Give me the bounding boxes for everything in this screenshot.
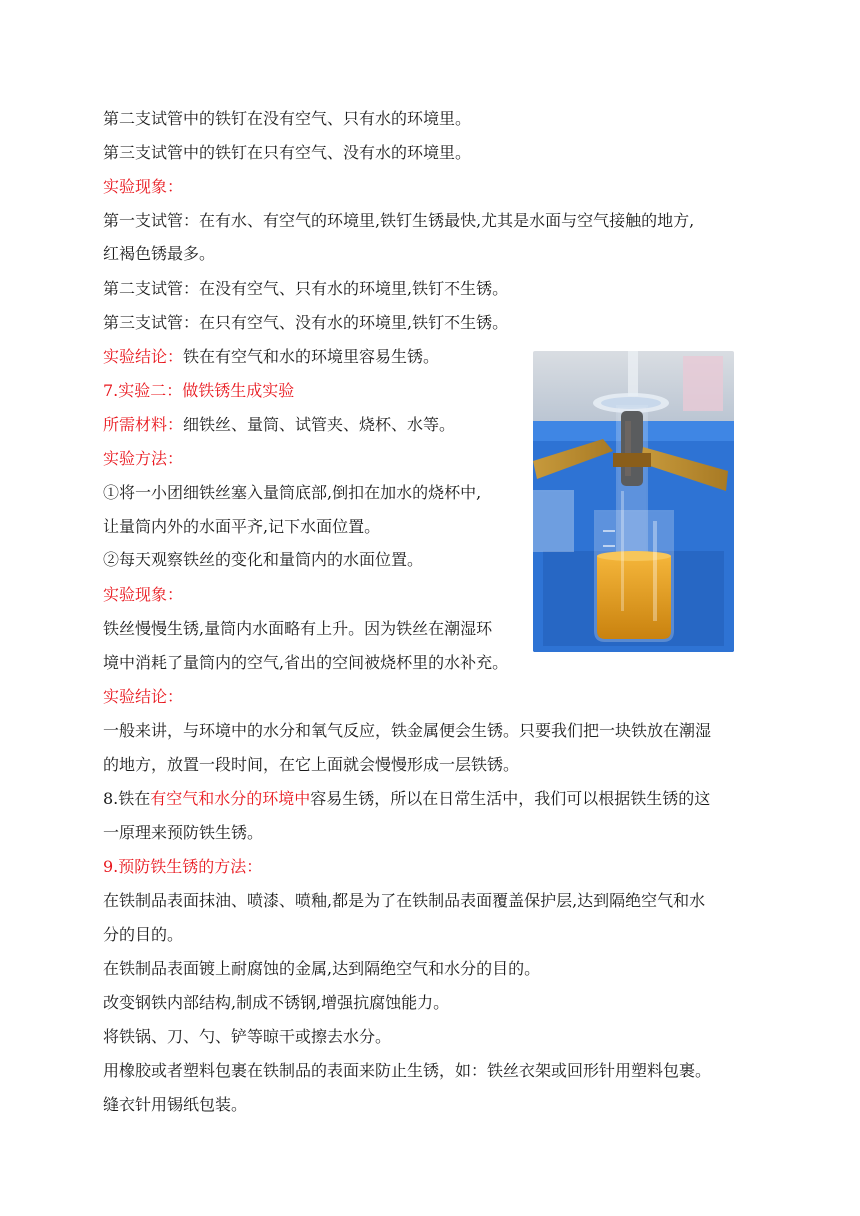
text-line: 境中消耗了量筒内的空气,省出的空间被烧杯里的水补充。	[103, 653, 509, 672]
text-line: 第二支试管中的铁钉在没有空气、只有水的环境里。	[103, 109, 472, 128]
text-line: 在铁制品表面镀上耐腐蚀的金属,达到隔绝空气和水分的目的。	[103, 959, 541, 978]
conclusion-line	[103, 346, 439, 368]
conclusion-label: 实验结论：	[103, 347, 184, 366]
text-line: 第三支试管中的铁钉在只有空气、没有水的环境里。	[103, 143, 472, 162]
text-line: 的地方，放置一段时间，在它上面就会慢慢形成一层铁锈。	[103, 755, 520, 774]
heading-phenomenon: 实验现象：	[103, 177, 184, 196]
text-line: 分的目的。	[103, 925, 184, 944]
section-8-line	[103, 788, 710, 810]
text-line: 第三支试管：在只有空气、没有水的环境里,铁钉不生锈。	[103, 313, 509, 332]
section-9-heading: 9.预防铁生锈的方法：	[103, 857, 263, 876]
text-line: 铁丝慢慢生锈,量筒内水面略有上升。因为铁丝在潮湿环	[103, 619, 493, 638]
text-line: 一般来讲，与环境中的水分和氧气反应，铁金属便会生锈。只要我们把一块铁放在潮湿	[103, 721, 712, 740]
materials-label: 所需材料：	[103, 415, 184, 434]
text-line: ②每天观察铁丝的变化和量筒内的水面位置。	[103, 550, 424, 569]
text-line: 改变钢铁内部结构,制成不锈钢,增强抗腐蚀能力。	[103, 993, 450, 1012]
text-line: 用橡胶或者塑料包裹在铁制品的表面来防止生锈，如：铁丝衣架或回形针用塑料包裹。	[103, 1061, 712, 1080]
heading-conclusion-2: 实验结论：	[103, 687, 184, 706]
text-line: 第一支试管：在有水、有空气的环境里,铁钉生锈最快,尤其是水面与空气接触的地方,	[103, 211, 695, 230]
section-7-heading: 7.实验二：做铁锈生成实验	[103, 381, 295, 400]
text-line: 缝衣针用锡纸包装。	[103, 1095, 248, 1114]
text-line: 将铁锅、刀、勺、铲等晾干或擦去水分。	[103, 1027, 392, 1046]
text-line: 红褐色锈最多。	[103, 244, 216, 263]
text-line: 一原理来预防铁生锈。	[103, 823, 264, 842]
text-line: ①将一小团细铁丝塞入量筒底部,倒扣在加水的烧杯中,	[103, 483, 482, 502]
materials-line	[103, 414, 455, 436]
text-line: 在铁制品表面抹油、喷漆、喷釉,都是为了在铁制品表面覆盖保护层,达到隔绝空气和水	[103, 891, 706, 910]
section-8-prefix: 8.铁在	[103, 789, 151, 808]
heading-method: 实验方法：	[103, 449, 184, 468]
section-8-suffix: 容易生锈，所以在日常生活中，我们可以根据铁生锈的这	[310, 789, 711, 808]
conclusion-text: 铁在有空气和水的环境里容易生锈。	[183, 347, 440, 366]
materials-text: 细铁丝、量筒、试管夹、烧杯、水等。	[183, 415, 456, 434]
experiment-photo	[533, 351, 734, 652]
text-line: 第二支试管：在没有空气、只有水的环境里,铁钉不生锈。	[103, 279, 509, 298]
section-8-highlight: 有空气和水分的环境中	[150, 789, 311, 808]
text-line: 让量筒内外的水面平齐,记下水面位置。	[103, 517, 381, 536]
heading-phenomenon-2: 实验现象：	[103, 585, 184, 604]
